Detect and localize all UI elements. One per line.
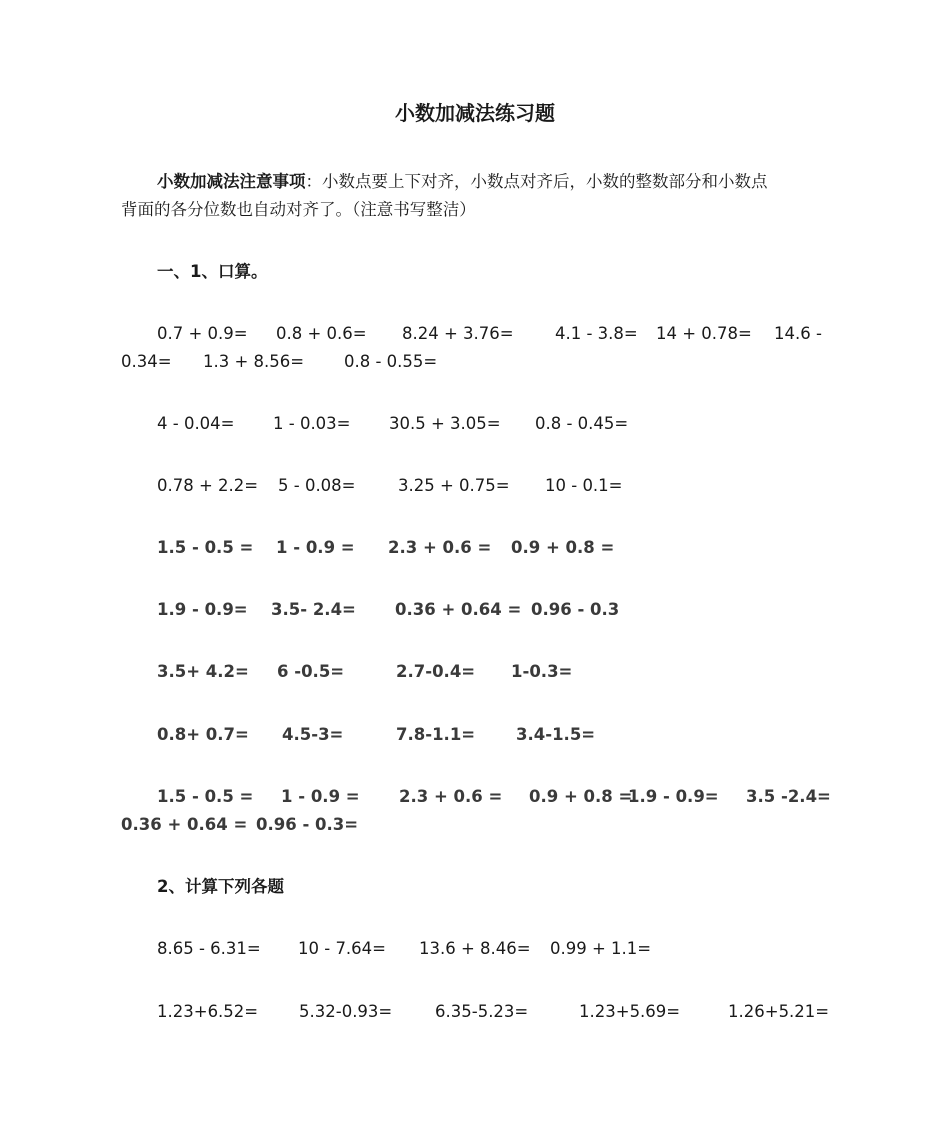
exercise-item: 4 - 0.04= (157, 414, 235, 433)
exercise-item: 0.99 + 1.1= (550, 939, 652, 958)
exercise-row-7 (157, 721, 837, 749)
exercise-item: 1 - 0.03= (273, 414, 351, 433)
exercise-item: 1.26+5.21= (728, 1002, 830, 1021)
exercise-item: 1.5 - 0.5 = (157, 787, 254, 806)
exercise-item: 2.3 + 0.6 = (388, 538, 492, 557)
exercise-item: 0.96 - 0.3= (256, 815, 359, 834)
section1-heading: 一、1、口算。 (157, 262, 268, 281)
exercise-item: 10 - 7.64= (298, 939, 387, 958)
exercise-item: 1.9 - 0.9= (628, 787, 719, 806)
exercise-item: 7.8-1.1= (396, 725, 476, 744)
exercise-item: 2.3 + 0.6 = (399, 787, 503, 806)
exercise-item: 4.1 - 3.8= (555, 324, 638, 343)
exercise-row-1 (157, 320, 837, 348)
exercise-item: 1.23+5.69= (579, 1002, 681, 1021)
calc-row-1 (157, 935, 837, 963)
exercise-item: 1.3 + 8.56= (203, 352, 305, 371)
exercise-row-5 (157, 596, 837, 624)
exercise-item: 0.78 + 2.2= (157, 476, 259, 495)
exercise-item: 0.8+ 0.7= (157, 725, 249, 744)
notice-text-1: ：小数点要上下对齐，小数点对齐后，小数的整数部分和小数点 (305, 172, 768, 191)
exercise-item: 0.96 - 0.3 (531, 600, 620, 619)
exercise-item: 0.36 + 0.64 = (121, 815, 248, 834)
exercise-item: 3.5- 2.4= (271, 600, 356, 619)
exercise-row-4 (157, 534, 837, 562)
exercise-item: 1-0.3= (511, 662, 573, 681)
notice-label: 小数加减法注意事项 (157, 172, 306, 191)
exercise-item: 8.24 + 3.76= (402, 324, 514, 343)
exercise-item: 8.65 - 6.31= (157, 939, 261, 958)
notice-paragraph (121, 168, 833, 224)
exercise-item: 30.5 + 3.05= (389, 414, 501, 433)
exercise-item: 5 - 0.08= (278, 476, 356, 495)
exercise-item: 5.32-0.93= (299, 1002, 393, 1021)
notice-line-1 (121, 168, 833, 196)
exercise-item: 1.23+6.52= (157, 1002, 259, 1021)
exercise-item: 4.5-3= (282, 725, 344, 744)
exercise-row-1-cont (121, 348, 521, 376)
exercise-item: 6.35-5.23= (435, 1002, 529, 1021)
exercise-row-8 (157, 783, 837, 811)
exercise-item: 0.36 + 0.64 = (395, 600, 522, 619)
exercise-item: 3.4-1.5= (516, 725, 596, 744)
exercise-item: 1 - 0.9 = (276, 538, 355, 557)
calc-row-2 (157, 998, 837, 1026)
exercise-item: 0.8 - 0.55= (344, 352, 438, 371)
exercise-item: 3.5 -2.4= (746, 787, 831, 806)
exercise-item: 0.8 + 0.6= (276, 324, 367, 343)
exercise-row-2 (157, 410, 837, 438)
section2-heading: 2、计算下列各题 (157, 877, 284, 896)
exercise-item: 3.5+ 4.2= (157, 662, 249, 681)
exercise-item: 1.9 - 0.9= (157, 600, 248, 619)
exercise-item: 0.9 + 0.8 = (511, 538, 615, 557)
exercise-item: 6 -0.5= (277, 662, 345, 681)
exercise-item: 14 + 0.78= (656, 324, 752, 343)
exercise-item: 2.7-0.4= (396, 662, 476, 681)
exercise-item: 1.5 - 0.5 = (157, 538, 254, 557)
exercise-row-3 (157, 472, 837, 500)
exercise-item: 10 - 0.1= (545, 476, 623, 495)
page-title: 小数加减法练习题 (395, 101, 555, 125)
exercise-row-8-cont (121, 811, 521, 839)
exercise-item: 13.6 + 8.46= (419, 939, 531, 958)
exercise-item: 0.7 + 0.9= (157, 324, 248, 343)
exercise-row-6 (157, 658, 837, 686)
exercise-item: 14.6 - (774, 324, 822, 343)
exercise-item: 0.9 + 0.8 = (529, 787, 633, 806)
exercise-item: 0.8 - 0.45= (535, 414, 629, 433)
exercise-item: 3.25 + 0.75= (398, 476, 510, 495)
exercise-item: 1 - 0.9 = (281, 787, 360, 806)
notice-text-2: 背面的各分位数也自动对齐了。（注意书写整洁） (121, 200, 476, 219)
exercise-item: 0.34= (121, 352, 172, 371)
